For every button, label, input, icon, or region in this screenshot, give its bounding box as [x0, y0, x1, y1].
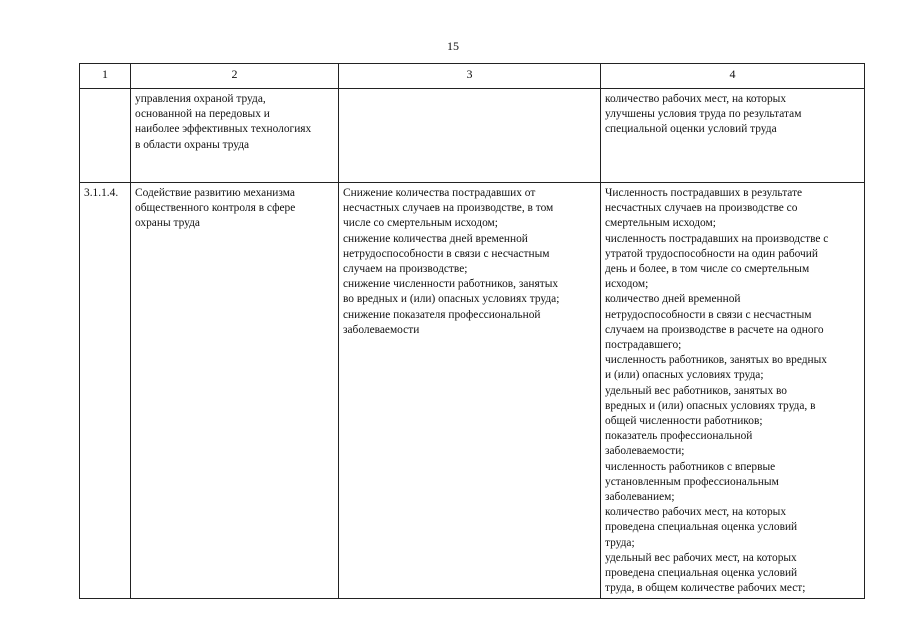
- cell-text-line: численность пострадавших на производстве с: [605, 232, 829, 245]
- cell-text-line: численность работников, занятых во вредных: [605, 354, 827, 367]
- column-header-4: 4: [601, 64, 865, 89]
- cell-text-line: установленным профессиональным: [605, 475, 779, 488]
- cell-text-line: в области охраны труда: [135, 138, 250, 151]
- cell-text-line: труда;: [605, 536, 635, 549]
- measure-name-cell: [131, 183, 339, 599]
- cell-text-line: проведена специальная оценка условий: [605, 567, 798, 580]
- cell-text-line: случаем на производстве в расчете на одного: [605, 323, 824, 336]
- cell-text-line: показатель профессиональной: [605, 430, 753, 443]
- cell-text-line: общей численности работников;: [605, 415, 763, 428]
- cell-text-line: числе со смертельным исходом;: [343, 217, 498, 230]
- table-row: [80, 183, 865, 599]
- cell-text-line: проведена специальная оценка условий: [605, 521, 798, 534]
- cell-text-line: численность работников с впервые: [605, 460, 776, 473]
- cell-text-line: день и более, в том числе со смертельным: [605, 263, 810, 276]
- cell-text-line: несчастных случаев на производстве, в том: [343, 202, 554, 215]
- cell-text-line: вредных и (или) опасных условиях труда, в: [605, 399, 816, 412]
- indicators-cell: [601, 183, 865, 599]
- cell-text-line: Содействие развитию механизма: [135, 187, 295, 199]
- cell-text-line: исходом;: [605, 278, 649, 291]
- cell-text-line: специальной оценки условий труда: [605, 123, 777, 136]
- cell-text-line: нетрудоспособности в связи с несчастным: [343, 247, 550, 260]
- cell-text-line: количество дней временной: [605, 293, 741, 306]
- cell-text-line: пострадавшего;: [605, 339, 682, 352]
- cell-text-line: смертельным исходом;: [605, 217, 716, 230]
- cell-text-line: охраны труда: [135, 217, 200, 230]
- column-header-3: 3: [339, 64, 601, 89]
- column-header-2: 2: [131, 64, 339, 89]
- cell-text-line: удельный вес работников, занятых во: [605, 384, 787, 397]
- cell-text-line: снижение численности работников, занятых: [343, 278, 559, 291]
- measure-name-cell: [131, 89, 339, 183]
- item-number-cell: 3.1.1.4.: [80, 183, 131, 599]
- cell-text-line: количество рабочих мест, на которых: [605, 506, 787, 519]
- cell-text-line: снижение количества дней временной: [343, 232, 528, 245]
- cell-text-line: количество рабочих мест, на которых: [605, 93, 787, 105]
- cell-text-line: и (или) опасных условиях труда;: [605, 369, 764, 382]
- page-number: 15: [447, 39, 459, 53]
- cell-text-line: основанной на передовых и: [135, 108, 270, 121]
- cell-text-line: наиболее эффективных технологиях: [135, 123, 312, 136]
- cell-text-line: случаем на производстве;: [343, 263, 468, 276]
- cell-text-line: во вредных и (или) опасных условиях труда;: [343, 293, 560, 306]
- cell-text-line: управления охраной труда,: [135, 93, 266, 105]
- item-number-cell: [80, 89, 131, 183]
- expected-results-cell: [339, 183, 601, 599]
- cell-text-line: улучшены условия труда по результатам: [605, 108, 802, 121]
- column-header-1: 1: [80, 64, 131, 89]
- cell-text-line: труда, в общем количестве рабочих мест;: [605, 582, 806, 595]
- cell-text-line: удельный вес рабочих мест, на которых: [605, 551, 797, 564]
- cell-text-line: заболеваемости: [343, 323, 420, 336]
- cell-text-line: снижение показателя профессиональной: [343, 308, 541, 321]
- expected-results-cell: [339, 89, 601, 183]
- cell-text-line: нетрудоспособности в связи с несчастным: [605, 308, 812, 321]
- cell-text-line: Снижение количества пострадавших от: [343, 187, 536, 199]
- cell-text-line: несчастных случаев на производстве со: [605, 202, 798, 215]
- table-row: [80, 89, 865, 183]
- cell-text-line: общественного контроля в сфере: [135, 202, 296, 215]
- table-header-row: [80, 64, 865, 89]
- cell-text-line: Численность пострадавших в результате: [605, 187, 803, 199]
- measures-table: [79, 63, 865, 599]
- cell-text-line: заболеванием;: [605, 491, 675, 504]
- cell-text-line: заболеваемости;: [605, 445, 685, 458]
- indicators-cell: [601, 89, 865, 183]
- cell-text-line: утратой трудоспособности на один рабочий: [605, 247, 818, 260]
